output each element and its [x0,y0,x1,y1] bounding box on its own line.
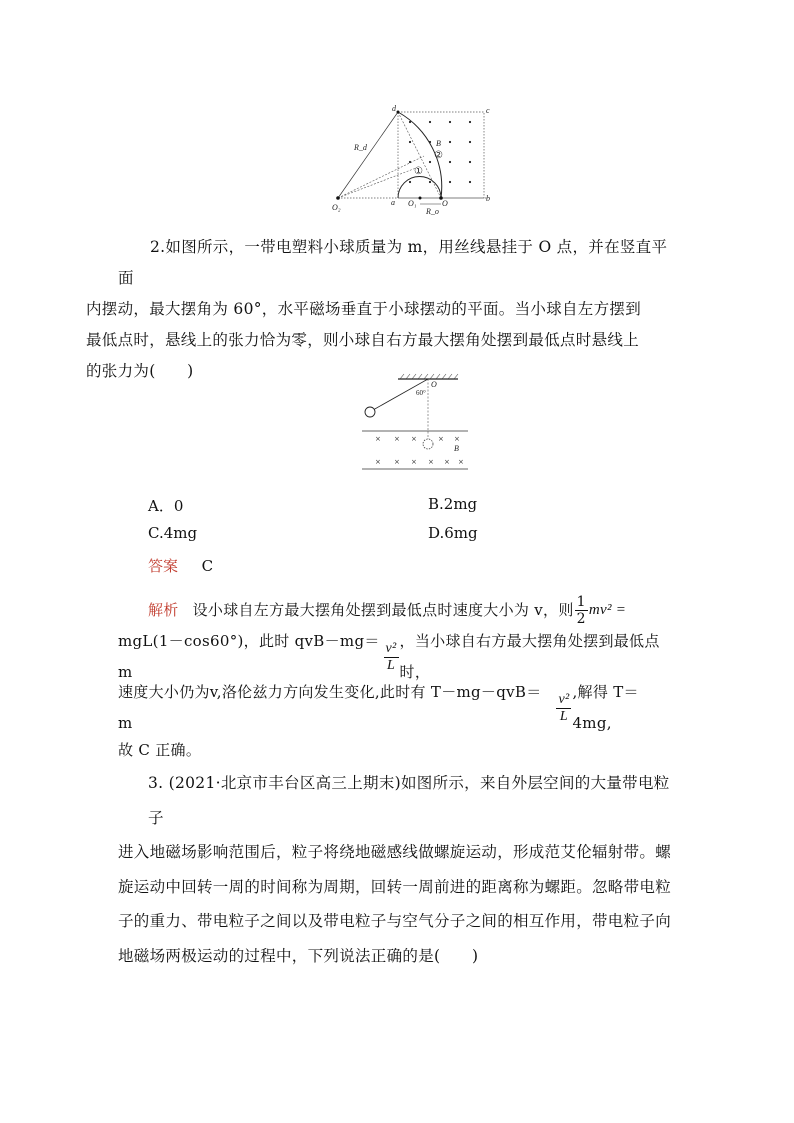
option-d[interactable] [428,524,478,542]
svg-text:×: × [454,435,460,443]
figure-pendulum [358,373,474,473]
svg-text:×: × [428,458,434,466]
option-a-label: A．0 [148,497,184,515]
svg-text:×: × [438,435,444,443]
svg-text:×: × [458,458,464,466]
q3-line-3: 旋运动中回转一周的时间称为周期，回转一周前进的距离称为螺距。忽略带电粒 [118,877,672,896]
ball-lowest-dashed [423,439,433,449]
svg-text:×: × [411,458,417,466]
label-ro: R_o [426,207,439,216]
svg-text:×: × [444,458,450,466]
option-c-label: C.4mg [148,524,198,542]
option-d-label: D.6mg [428,524,478,542]
label-b-field: B [436,139,441,148]
label-pivot-o: O [431,380,437,389]
q2-line-3: 最低点时，悬线上的张力恰为零，则小球自右方最大摆角处摆到最低点时悬线上 [86,331,640,349]
label-b: b [486,194,490,203]
q3-line-2: 进入地磁场影响范围后，粒子将绕地磁感线做螺旋运动，形成范艾伦辐射带。螺 [118,843,672,861]
label-o1: O₁ [408,199,417,208]
label-c: c [486,106,490,115]
dashed-line-1 [338,156,424,198]
q2-line-4: 的张力为( ) [86,362,194,380]
solution-label: 解析 [148,600,179,619]
figure-trajectory-diagram [328,104,504,216]
label-field-b: B [454,444,459,453]
option-a[interactable] [148,495,183,516]
solution-block [118,588,678,766]
question-3-text [118,766,678,973]
solution-text-2a: mgL(1－cos60°)，此时 qvB－mg＝m [118,632,380,681]
question-2-text [86,232,678,387]
solution-line-2 [118,632,678,682]
q3-line-1: 3. (2021·北京市丰台区高三上期末)如图所示，来自外层空间的大量带电粒子 [148,774,670,827]
point-o1 [419,197,422,200]
label-angle: 60° [416,389,426,397]
label-circle-1: ① [414,166,423,177]
answer-label: 答案 [148,557,179,575]
label-o2: O₂ [332,203,341,212]
label-d: d [392,104,396,113]
ceiling-hatch [400,374,458,379]
solution-text-2b: ，当小球自右方最大摆角处摆到最低点时， [399,632,660,681]
svg-text:×: × [394,435,400,443]
answer-line [148,555,213,576]
label-o: O [442,199,448,208]
label-a: a [391,198,395,207]
fraction-v2-over-l: $\frac{\text{v²}}{L}$ [385,640,397,673]
point-o2 [336,196,340,200]
solution-line-3 [118,682,678,734]
solution-line-4: 故 C 正确。 [118,741,202,759]
answer-value: C [201,557,214,575]
solution-text-3a: 速度大小仍为v,洛伦兹力方向发生变化,此时有 T－mg－qvB＝m [118,683,542,732]
svg-text:×: × [375,435,381,443]
option-b[interactable] [428,495,477,513]
q3-line-5: 地磁场两极运动的过程中，下列说法正确的是( ) [118,946,479,965]
label-circle-2: ② [434,150,443,161]
q3-line-4: 子的重力、带电粒子之间以及带电粒子与空气分子之间的相互作用，带电粒子向 [118,912,672,930]
solution-text-1b: mv² = [588,601,627,618]
q2-line-1: 2.如图所示，一带电塑料小球质量为 m，用丝线悬挂于 O 点，并在竖直平面 [118,238,668,287]
solution-text-3b: ,解得 T＝4mg, [572,683,639,732]
field-crosses [375,435,464,466]
fraction-v2-over-l-2: $\frac{\text{v²}}{L}$ [558,691,570,724]
q2-line-2: 内摆动，最大摆角为 60°，水平磁场垂直于小球摆动的平面。当小球自左方摆到 [86,300,642,318]
label-rd: R_d [354,143,367,152]
solution-text-1a: 设小球自左方最大摆角处摆到最低点时速度大小为 v，则 [192,600,574,619]
option-b-label: B.2mg [428,495,478,513]
point-d [397,111,400,114]
svg-text:×: × [411,435,417,443]
option-c[interactable] [148,524,197,542]
radius-line-rd [338,112,398,198]
trajectory-1 [398,177,441,199]
ball-left [365,407,375,417]
svg-text:×: × [375,458,381,466]
fraction-one-half: $\frac{1}{2}$ [576,593,586,627]
svg-text:×: × [394,458,400,466]
